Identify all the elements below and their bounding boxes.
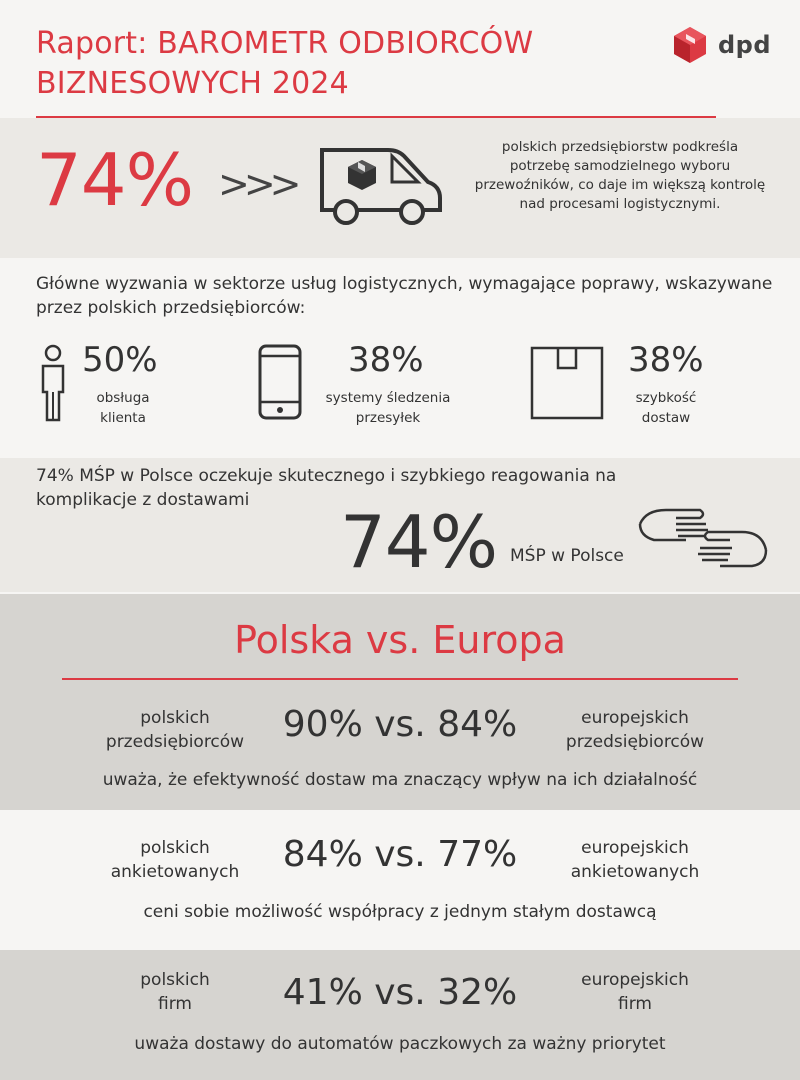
challenge-label-line2: przesyłek (355, 410, 421, 426)
comparison-value: 90% vs. 84% (282, 704, 518, 745)
right-label-line2: firm (618, 994, 652, 1014)
right-label-line2: ankietowanych (570, 862, 700, 882)
chevrons-icon: >>> (218, 162, 296, 206)
left-label-line1: polskich (140, 838, 210, 858)
comparison-caption: uważa, że efektywność dostaw ma znaczący wpływ na ich działalność (102, 770, 698, 790)
comparison-caption: uważa dostawy do automatów paczkowych za ważny priorytet (134, 1034, 666, 1054)
comparison-left-label (80, 968, 270, 1016)
highlight-description: polskich przedsiębiorstw podkreśla potrzebę samodzielnego wyboru przewoźników, co daje im większą kontrolę nad procesami logistycznymi. (474, 139, 766, 212)
phone-icon (258, 344, 302, 420)
challenge-label (68, 388, 178, 428)
comparison-right-label (540, 968, 730, 1016)
left-label-line2: ankietowanych (110, 862, 240, 882)
challenge-label-line1: szybkość (635, 390, 697, 406)
dpd-logo (670, 20, 780, 70)
report-title-line2: BIZNESOWYCH 2024 (36, 66, 349, 101)
logo-text: dpd (718, 31, 772, 59)
comparison-value: 41% vs. 32% (282, 972, 518, 1013)
highlight-value: 74% (36, 138, 194, 222)
msp-value: 74% (340, 500, 498, 584)
challenge-label-line2: dostaw (641, 410, 691, 426)
right-label-line1: europejskich (581, 838, 689, 858)
handshake-icon (636, 502, 770, 572)
msp-heading: 74% MŚP w Polsce oczekuje skutecznego i szybkiego reagowania na komplikacje z dostawami (36, 466, 617, 510)
challenge-label-line1: systemy śledzenia (325, 390, 451, 406)
comparison-right-label (540, 836, 730, 884)
comparison-left-label (80, 836, 270, 884)
msp-label: MŚP w Polsce (510, 546, 624, 566)
comparison-divider (62, 678, 738, 680)
challenge-label (312, 388, 464, 428)
report-title (36, 24, 656, 104)
report-title-line1: Raport: BAROMETR ODBIORCÓW (36, 26, 534, 61)
right-label-line1: europejskich (581, 708, 689, 728)
delivery-van-icon (318, 142, 444, 228)
challenge-label-line1: obsługa (96, 390, 150, 406)
left-label-line1: polskich (140, 970, 210, 990)
left-label-line1: polskich (140, 708, 210, 728)
right-label-line2: przedsiębiorców (565, 732, 705, 752)
dpd-cube-icon (670, 25, 710, 65)
comparison-title: Polska vs. Europa (234, 618, 566, 662)
box-icon (530, 346, 604, 420)
left-label-line2: przedsiębiorców (105, 732, 245, 752)
challenge-label (616, 388, 716, 428)
comparison-left-label (80, 706, 270, 754)
challenge-label-line2: klienta (100, 410, 146, 426)
challenges-heading: Główne wyzwania w sektorze usług logistycznych, wymagające poprawy, wskazywane przez polskich przedsiębiorców: (36, 274, 773, 318)
left-label-line2: firm (158, 994, 192, 1014)
comparison-value: 84% vs. 77% (282, 834, 518, 875)
person-icon (38, 344, 68, 424)
right-label-line1: europejskich (581, 970, 689, 990)
challenge-value: 38% (628, 340, 704, 380)
comparison-caption: ceni sobie możliwość współpracy z jednym stałym dostawcą (143, 902, 657, 922)
challenge-value: 50% (82, 340, 158, 380)
comparison-right-label (540, 706, 730, 754)
challenge-value: 38% (348, 340, 424, 380)
